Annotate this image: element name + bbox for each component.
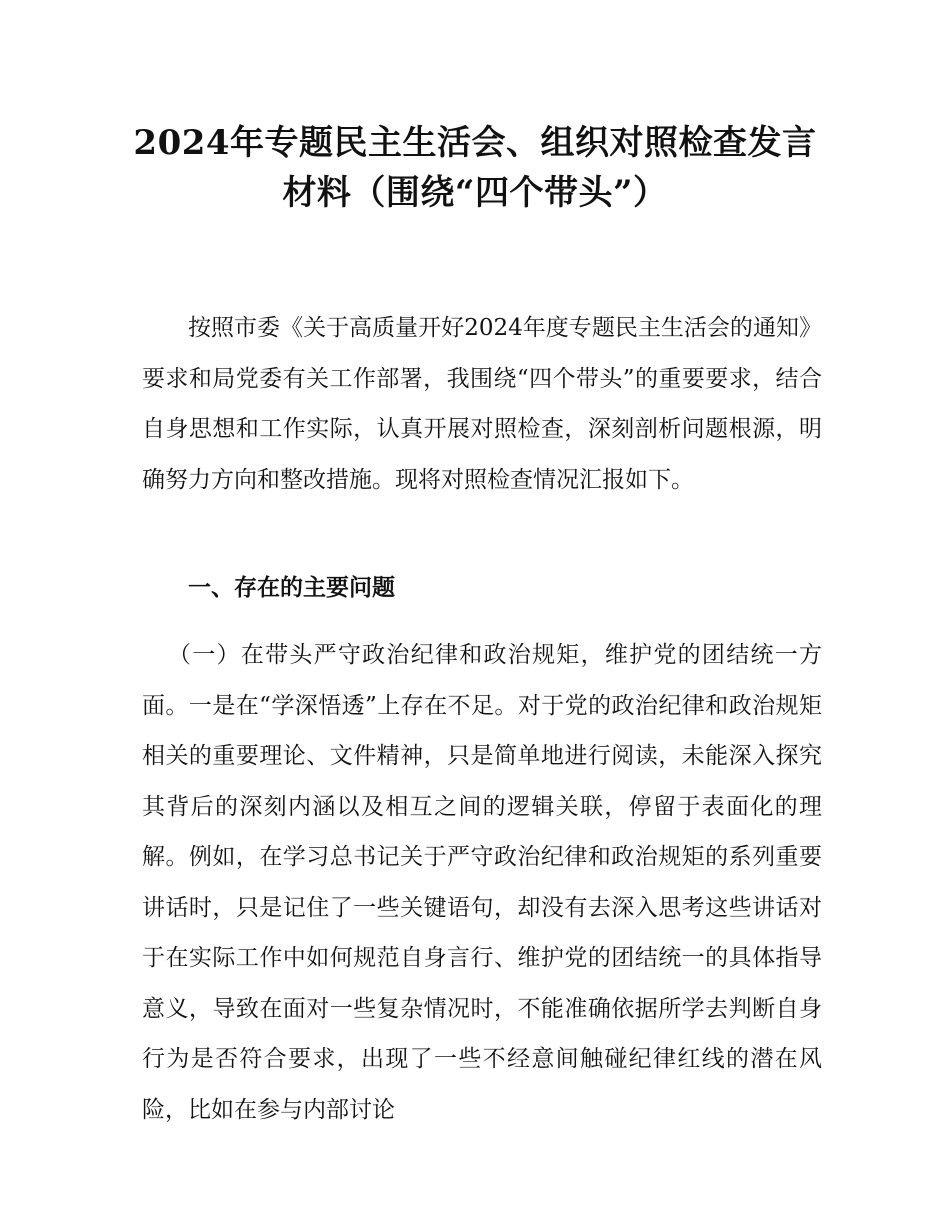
title-line-1: 2024年专题民主生活会、组织对照检查发言 [133,123,817,163]
title-line-2: 材料（围绕“四个带头”） [282,173,668,213]
section-heading-1: 一、存在的主要问题 [188,575,395,601]
document-title [100,118,850,218]
intro-paragraph: 按照市委《关于高质量开好2024年度专题民主生活会的通知》要求和局党委有关工作部署，我围绕“四个带头”的重要要求，结合自身思想和工作实际，认真开展对照检查，深刻剖析问题根源，明确努力方向和整改措施。现将对照检查情况汇报如下。 [142,315,822,493]
section-1-paragraph: （一）在带头严守政治纪律和政治规矩，维护党的团结统一方面。一是在“学深悟透”上存在不足。对于党的政治纪律和政治规矩相关的重要理论、文件精神，只是简单地进行阅读，未能深入探究其背后的深刻内涵以及相互之间的逻辑关联，停留于表面化的理解。例如，在学习总书记关于严守政治纪律和政治规矩的系列重要讲话时，只是记住了一些关键语句，却没有去深入思考这些讲话对于在实际工作中如何规范自身言行、维护党的团结统一的具体指导意义，导致在面对一些复杂情况时，不能准确依据所学去判断自身行为是否符合要求，出现了一些不经意间触碰纪律红线的潜在风险，比如在参与内部讨论 [142,642,822,1123]
